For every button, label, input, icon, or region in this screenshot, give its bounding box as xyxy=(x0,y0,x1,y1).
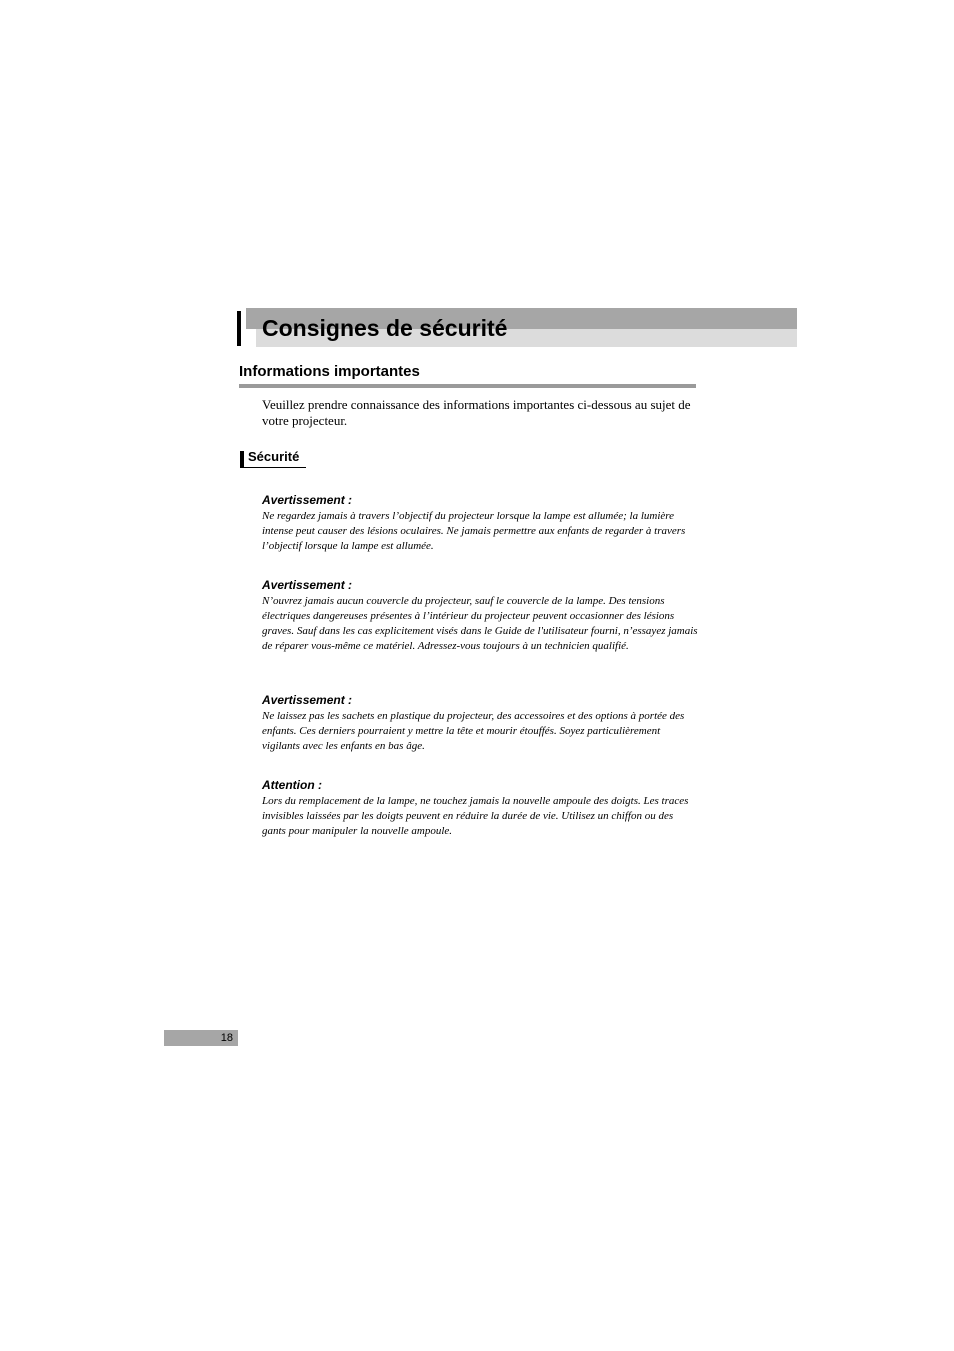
page-number: 18 xyxy=(220,1032,233,1044)
notice-caution-lamp xyxy=(262,778,698,839)
subsection-underline xyxy=(244,467,306,468)
chapter-banner-marker xyxy=(237,311,241,346)
chapter-title: Consignes de sécurité xyxy=(262,315,508,341)
subsection-marker xyxy=(240,451,244,468)
notice-warning-cover xyxy=(262,578,698,654)
section-heading: Informations importantes xyxy=(239,363,420,380)
notice-body: Lors du remplacement de la lampe, ne touchez jamais la nouvelle ampoule des doigts. Les traces invisibles laissées par les doigts peuvent en réduire la durée de vie. Utilisez un chiffon ou des gants pour manipuler la nouvelle ampoule. xyxy=(262,795,689,837)
notice-title: Attention : xyxy=(262,778,322,792)
notice-warning-lens xyxy=(262,493,698,554)
notice-body: N’ouvrez jamais aucun couvercle du projecteur, sauf le couvercle de la lampe. Des tensions électriques dangereuses présentes à l’intérieur du projecteur peuvent occasionner des lésions graves. Sauf dans les cas explicitement visés dans le Guide de l'utilisateur fourni, n’essayez jamais de réparer vous-même ce matériel. Adressez-vous toujours à un technicien qualifié. xyxy=(262,595,698,652)
notice-title: Avertissement : xyxy=(262,493,353,507)
notice-title: Avertissement : xyxy=(262,693,353,707)
subsection-title: Sécurité xyxy=(248,449,300,464)
chapter-banner xyxy=(237,308,797,347)
notice-warning-bags xyxy=(262,693,698,754)
notice-body: Ne laissez pas les sachets en plastique du projecteur, des accessoires et des options à portée des enfants. Ces derniers pourraient y mettre la tête et mourir étouffés. Soyez particulièrement vigilants avec les enfants en bas âge. xyxy=(262,710,685,752)
notice-title: Avertissement : xyxy=(262,578,353,592)
notice-body: Ne regardez jamais à travers l’objectif du projecteur lorsque la lampe est allumée; la lumière intense peut causer des lésions oculaires. Ne jamais permettre aux enfants de regarder à travers l’objectif lorsque la lampe est allumée. xyxy=(262,510,686,552)
section-rule xyxy=(239,384,696,388)
page-number-tab xyxy=(164,1030,238,1046)
intro-paragraph: Veuillez prendre connaissance des informations importantes ci-dessous au sujet de votre projecteur. xyxy=(262,397,691,428)
